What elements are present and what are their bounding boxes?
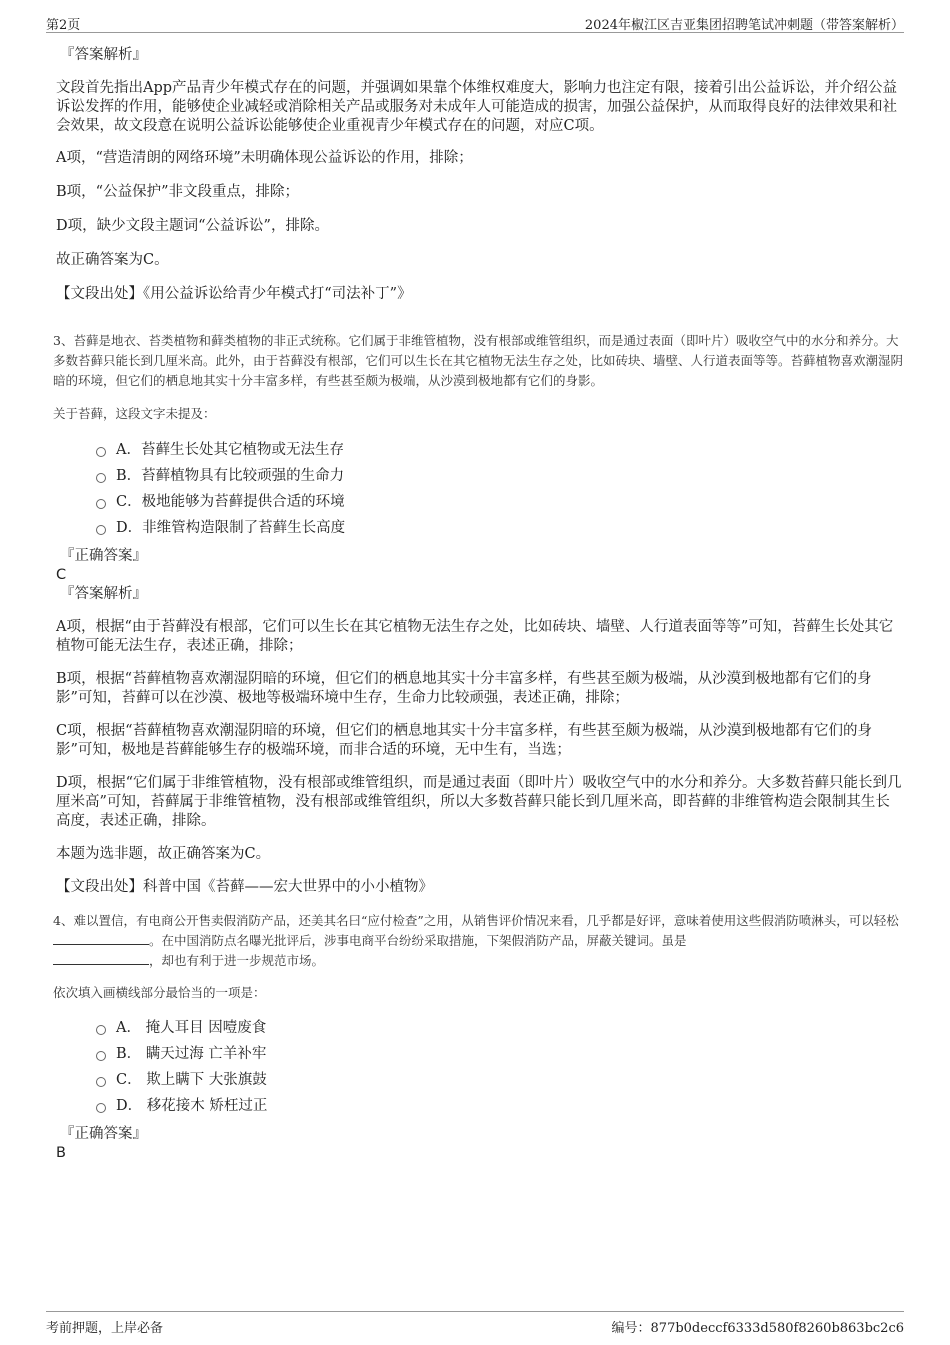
- correct-answer: C: [56, 567, 67, 583]
- correct-answer-label: 『正确答案』: [60, 548, 147, 564]
- document-id: 编号：877b0deccf6333d580f8260b863bc2c6: [611, 1321, 904, 1336]
- option-b[interactable]: B．苔藓植物具有比较顽强的生命力: [96, 463, 904, 489]
- radio-icon[interactable]: [96, 499, 106, 509]
- analysis-option-a: A项，根据“由于苔藓没有根部，它们可以生长在其它植物无法生存之处，比如砖块、墙壁、人行道表面等等”可知，苔藓生长处其它植物可能无法生存，表述正确，排除；: [56, 619, 894, 654]
- document-title: 2024年椒江区吉亚集团招聘笔试冲刺题（带答案解析）: [584, 18, 904, 33]
- analysis-source: 【文段出处】科普中国《苔藓——宏大世界中的小小植物》: [56, 879, 433, 895]
- analysis-source: 【文段出处】《用公益诉讼给青少年模式打“司法补丁”》: [56, 286, 412, 302]
- option-c[interactable]: C． 欺上瞒下 大张旗鼓: [96, 1067, 904, 1093]
- correct-answer-label: 『正确答案』: [60, 1126, 147, 1142]
- fill-blank-2: [53, 952, 149, 965]
- radio-icon[interactable]: [96, 473, 106, 483]
- radio-icon[interactable]: [96, 1103, 106, 1113]
- analysis-paragraph: 文段首先指出App产品青少年模式存在的问题，并强调如果靠个体维权难度大，影响力也注定有限，接着引出公益诉讼，并介绍公益诉讼发挥的作用，能够使企业减轻或消除相关产品或服务对未成年人可能造成的损害，加强公益保护，从而取得良好的法律效果和社会效果，故文段意在说明公益诉讼能够使企业重视青少年模式存在的问题，对应C项。: [56, 80, 898, 134]
- radio-icon[interactable]: [96, 1025, 106, 1035]
- radio-icon[interactable]: [96, 1077, 106, 1087]
- analysis-conclusion: 故正确答案为C。: [56, 252, 169, 268]
- analysis-option-d: D项，缺少文段主题词“公益诉讼”，排除。: [56, 218, 329, 234]
- correct-answer: B: [56, 1145, 66, 1161]
- fill-blank-1: [53, 932, 149, 945]
- option-a[interactable]: A．苔藓生长处其它植物或无法生存: [96, 437, 904, 463]
- page-footer: [46, 1311, 904, 1336]
- footer-slogan: 考前押题，上岸必备: [46, 1321, 164, 1336]
- question-4-options: [56, 1015, 904, 1119]
- question-3-stem: 3、苔藓是地衣、苔类植物和藓类植物的非正式统称。它们属于非维管植物，没有根部或维管组织，而是通过表面（即叶片）吸收空气中的水分和养分。大多数苔藓只能长到几厘米高。此外，由于苔藓没有根部，它们可以生长在其它植物无法生存之处，比如砖块、墙壁、人行道表面等等。苔藓植物喜欢潮湿阴暗的环境，但它们的栖息地其实十分丰富多样，有些甚至颇为极端，从沙漠到极地都有它们的身影。: [53, 333, 904, 388]
- radio-icon[interactable]: [96, 1051, 106, 1061]
- radio-icon[interactable]: [96, 525, 106, 535]
- question-4-prompt: 依次填入画横线部分最恰当的一项是：: [53, 985, 266, 1000]
- option-c[interactable]: C．极地能够为苔藓提供合适的环境: [96, 489, 904, 515]
- analysis-label: 『答案解析』: [60, 47, 147, 63]
- analysis-option-b: B项，根据“苔藓植物喜欢潮湿阴暗的环境，但它们的栖息地其实十分丰富多样，有些甚至颇为极端，从沙漠到极地都有它们的身影”可知，苔藓可以在沙漠、极地等极端环境中生存，生命力比较顽强，表述正确，排除；: [56, 671, 872, 706]
- option-d[interactable]: D．非维管构造限制了苔藓生长高度: [96, 515, 904, 541]
- page-number: 第2页: [46, 18, 81, 33]
- analysis-option-d: D项，根据“它们属于非维管植物，没有根部或维管组织，而是通过表面（即叶片）吸收空气中的水分和养分。大多数苔藓只能长到几厘米高”可知，苔藓属于非维管植物，没有根部或维管组织，所以大多数苔藓只能长到几厘米高，即苔藓的非维管构造会限制其生长高度，表述正确，排除。: [56, 775, 902, 829]
- radio-icon[interactable]: [96, 447, 106, 457]
- analysis-option-b: B项，“公益保护”非文段重点，排除；: [56, 184, 299, 200]
- question-3-options: [56, 437, 904, 541]
- option-d[interactable]: D． 移花接木 矫枉过正: [96, 1093, 904, 1119]
- page-header: [46, 10, 904, 33]
- option-a[interactable]: A． 掩人耳目 因噎废食: [96, 1015, 904, 1041]
- analysis-option-a: A项，“营造清朗的网络环境”未明确体现公益诉讼的作用，排除；: [56, 150, 473, 166]
- analysis-label: 『答案解析』: [60, 586, 147, 602]
- question-4-stem: 4、难以置信，有电商公开售卖假消防产品，还美其名曰“应付检查”之用，从销售评价情况来看，几乎都是好评，意味着使用这些假消防喷淋头，可以轻松 。在中国消防点名曝光批评后，涉事电商平台纷纷采取措施，下架假消防产品，屏蔽关键词。虽是 ，却也有利于进一步规范市场。: [53, 913, 899, 968]
- option-b[interactable]: B． 瞒天过海 亡羊补牢: [96, 1041, 904, 1067]
- analysis-option-c: C项，根据“苔藓植物喜欢潮湿阴暗的环境，但它们的栖息地其实十分丰富多样，有些甚至颇为极端，从沙漠到极地都有它们的身影”可知，极地是苔藓能够生存的极端环境，而非合适的环境，无中生有，当选；: [56, 723, 873, 758]
- analysis-conclusion: 本题为选非题，故正确答案为C。: [56, 846, 271, 862]
- question-3-prompt: 关于苔藓，这段文字未提及：: [53, 406, 216, 421]
- page-content: [53, 46, 904, 1163]
